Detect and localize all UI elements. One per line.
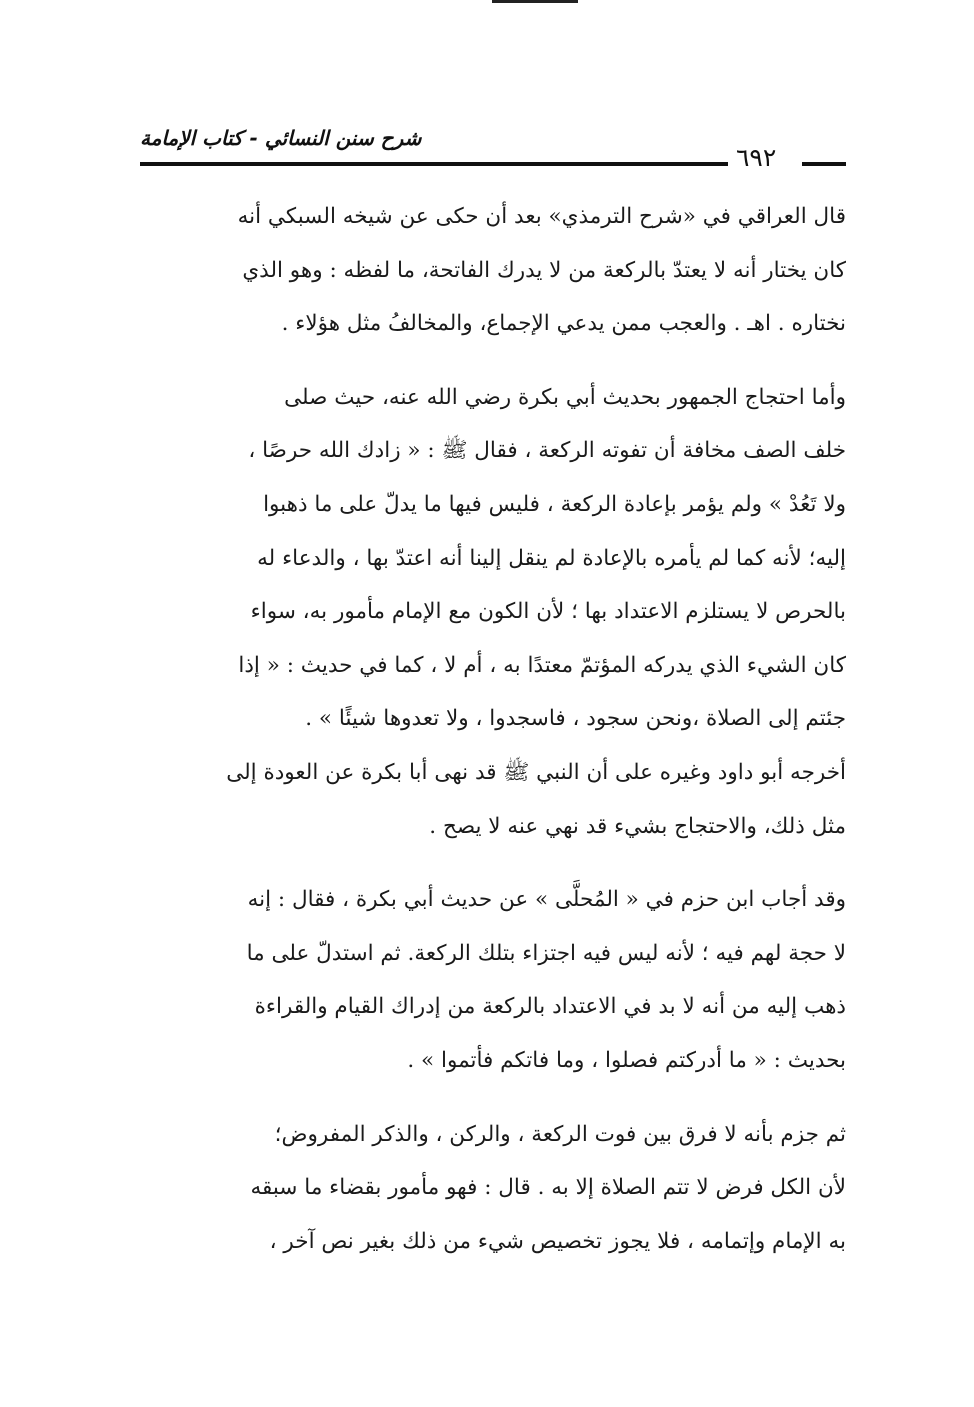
text-line: جئتم إلى الصلاة ،ونحن سجود ، فاسجدوا ، ولا تعدوها شيئًا » . [305, 706, 846, 732]
text-line: ولا تَعُدْ » ولم يؤمر بإعادة الركعة ، فليس فيها ما يدلّ على ما ذهبوا [263, 491, 846, 517]
top-edge-mark [492, 0, 578, 3]
text-line: به الإمام وإتمامه ، فلا يجوز تخصيص شيء من ذلك بغير نص آخر ، [269, 1228, 846, 1254]
paragraph-1 [140, 190, 846, 351]
text-line: ثم جزم بأنه لا فرق بين فوت الركعة ، والركن ، والذكر المفروض؛ [274, 1121, 846, 1147]
text-line: كان الشيء الذي يدركه المؤتمّ معتدًا به ، أم لا ، كما في حديث : « إذا [238, 652, 846, 678]
header-rule [140, 162, 728, 166]
page-body [140, 190, 846, 1268]
text-line: أخرجه أبو داود وغيره على أن النبي ﷺ قد نهى أبا بكرة عن العودة إلى [226, 759, 846, 785]
paragraph-4 [140, 1108, 846, 1269]
text-line: خلف الصف مخافة أن تفوته الركعة ، فقال ﷺ : « زادك الله حرصًا ، [248, 438, 846, 464]
running-header-title: شرح سنن النسائي - كتاب الإمامة [140, 126, 422, 150]
text-line: مثل ذلك، والاحتجاج بشيء قد نهي عنه لا يصح . [429, 813, 846, 839]
text-line: وأما احتجاج الجمهور بحديث أبي بكرة رضي الله عنه، حيث صلى [284, 384, 846, 410]
text-line: ذهب إليه من أنه لا بد في الاعتداد بالركعة من إدراك القيام والقراءة [254, 994, 846, 1020]
page-number: ٦٩٢ [736, 143, 777, 172]
paragraph-3 [140, 873, 846, 1087]
text-line: وقد أجاب ابن حزم في « المُحلَّى » عن حديث أبي بكرة ، فقال : إنه [247, 887, 846, 913]
page-number-rule [802, 162, 846, 166]
text-line: نختاره . اهـ . والعجب ممن يدعي الإجماع، والمخالفُ مثل هؤلاء . [281, 311, 846, 337]
text-line: بحديث : « ما أدركتم فصلوا ، وما فاتكم فأتموا » . [407, 1047, 846, 1073]
text-line: لأن الكل فرض لا تتم الصلاة إلا به . قال : فهو مأمور بقضاء ما سبقه [250, 1175, 846, 1201]
text-line: قال العراقي في «شرح الترمذي» بعد أن حكى عن شيخه السبكي أنه [237, 204, 846, 229]
text-line: بالحرص لا يستلزم الاعتداد بها ؛ لأن الكون مع الإمام مأمور به، سواء [250, 599, 846, 625]
text-line: إليه؛ لأنه كما لم يأمره بالإعادة لم ينقل إلينا أنه اعتدّ بها ، والدعاء له [257, 545, 846, 571]
text-line: لا حجة لهم فيه ؛ لأنه ليس فيه اجتزاء بتلك الركعة. ثم استدلّ على ما [246, 940, 846, 966]
paragraph-2 [140, 371, 846, 853]
text-line: كان يختار أنه لا يعتدّ بالركعة من لا يدرك الفاتحة، ما لفظه : وهو الذي [242, 257, 846, 283]
